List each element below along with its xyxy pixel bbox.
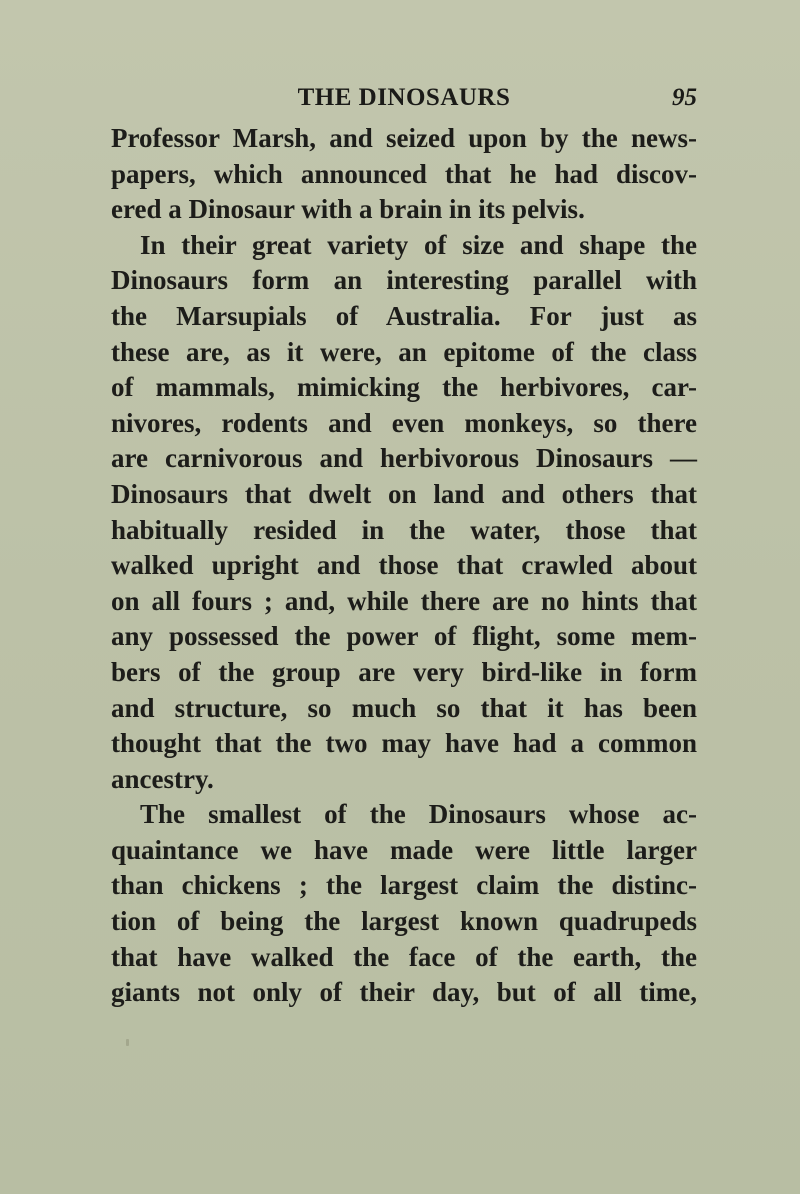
text-line: ered a Dinosaur with a brain in its pelvis. <box>111 194 585 225</box>
text-line: and structure, so much so that it has been <box>111 692 697 723</box>
running-title: THE DINOSAURS <box>297 84 511 111</box>
text-line: The smallest of the Dinosaurs whose ac- <box>140 799 697 830</box>
running-head <box>111 84 697 118</box>
text-line: In their great variety of size and shape the <box>140 229 697 260</box>
text-line: on all fours ; and, while there are no hints that <box>111 585 697 616</box>
text-line: walked upright and those that crawled about <box>111 550 697 581</box>
text-line: ancestry. <box>111 763 214 794</box>
text-line: quaintance we have made were little larger <box>111 834 697 865</box>
page-number: 95 <box>672 84 697 111</box>
body-text <box>111 121 697 1011</box>
text-line: these are, as it were, an epitome of the class <box>111 336 697 367</box>
text-line: are carnivorous and herbivorous Dinosaurs — <box>111 443 697 474</box>
text-line: Professor Marsh, and seized upon by the news- <box>111 123 697 153</box>
text-line: Dinosaurs form an interesting parallel with <box>111 265 697 296</box>
text-line: than chickens ; the largest claim the distinc- <box>111 870 697 901</box>
text-line: the Marsupials of Australia. For just as <box>111 300 697 331</box>
text-line: thought that the two may have had a common <box>111 728 697 759</box>
text-line: any possessed the power of flight, some mem- <box>111 621 697 652</box>
text-line: bers of the group are very bird-like in form <box>111 656 697 687</box>
text-line: tion of being the largest known quadrupeds <box>111 906 697 937</box>
text-line: giants not only of their day, but of all time, <box>111 977 697 1008</box>
text-line: Dinosaurs that dwelt on land and others that <box>111 478 697 509</box>
text-line: papers, which announced that he had discov- <box>111 158 697 189</box>
paper-speck <box>126 1039 129 1046</box>
text-line: habitually resided in the water, those that <box>111 514 697 545</box>
text-line: that have walked the face of the earth, the <box>111 941 697 972</box>
text-line: of mammals, mimicking the herbivores, car- <box>111 372 697 403</box>
text-line: nivores, rodents and even monkeys, so there <box>111 407 697 438</box>
